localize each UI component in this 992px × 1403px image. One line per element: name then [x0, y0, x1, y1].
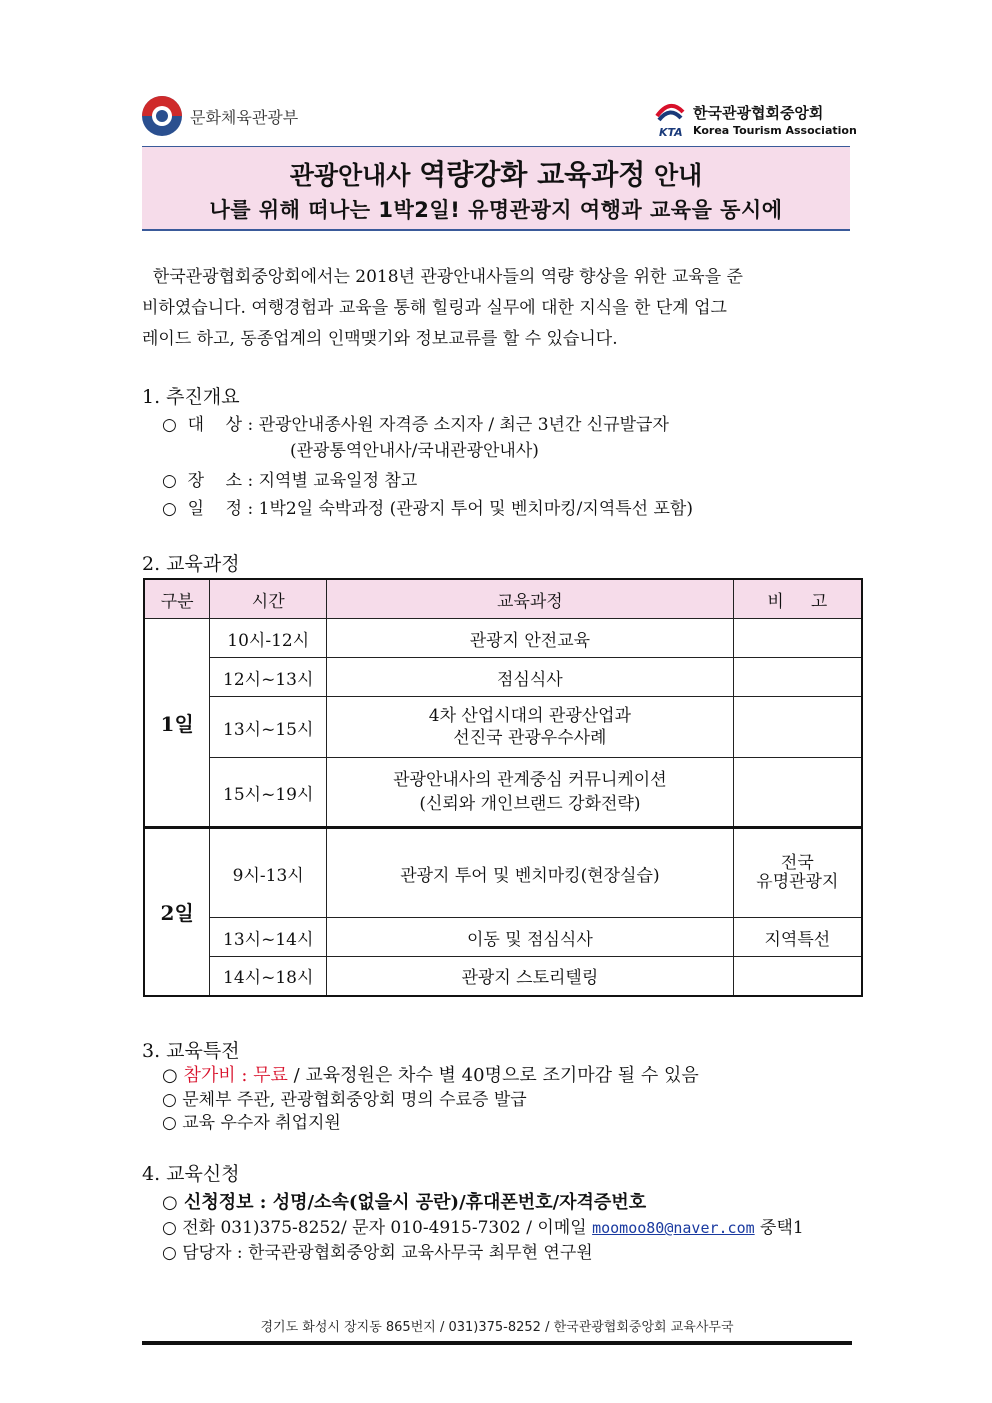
course-line: 선진국 관광우수사례 [453, 728, 607, 748]
course-cell: 이동 및 점심식사 [327, 918, 734, 957]
fee-free-label: 참가비 : 무료 [183, 1065, 288, 1086]
table-row [144, 918, 862, 957]
intro-line: 비하였습니다. 여행경험과 교육을 통해 힐링과 실무에 대한 지식을 한 단계 업그 [142, 298, 727, 318]
section1-item-schedule: ○ 일 정 : 1박2일 숙박과정 (관광지 투어 및 벤치마킹/지역특선 포함) [162, 499, 693, 519]
day2-label: 2일 [144, 828, 210, 996]
kta-name-en: Korea Tourism Association [693, 124, 857, 137]
time-cell: 13시~15시 [210, 697, 327, 758]
col-header-note: 비 고 [733, 579, 862, 619]
section4-heading: 4. 교육신청 [142, 1163, 240, 1185]
course-cell [327, 697, 734, 758]
ministry-name: 문화체육관광부 [190, 107, 299, 127]
table-row [144, 658, 862, 697]
course-cell: 관광지 투어 및 벤치마킹(현장실습) [327, 828, 734, 918]
col-header-time: 시간 [210, 579, 327, 619]
note-cell [733, 828, 862, 918]
footer-address: 경기도 화성시 장지동 865번지 / 031)375-8252 / 한국관광협회중앙회 교육사무국 [260, 1320, 734, 1335]
intro-line: 한국관광협회중앙회에서는 2018년 관광안내사들의 역량 향상을 위한 교육을 준 [142, 267, 743, 287]
title-part-a: 관광안내사 [289, 161, 420, 190]
section3-heading: 3. 교육특전 [142, 1040, 240, 1062]
course-line: (신뢰와 개인브랜드 강화전략) [419, 794, 641, 814]
email-link[interactable]: moomoo80@naver.com [592, 1219, 755, 1237]
section3-item-certificate: ○ 문체부 주관, 관광협회중앙회 명의 수료증 발급 [162, 1090, 527, 1110]
kta-emblem-icon [655, 102, 685, 124]
kta-logo [655, 100, 857, 144]
note-cell: 지역특선 [733, 918, 862, 957]
table-row [144, 697, 862, 758]
section2-heading: 2. 교육과정 [142, 553, 240, 575]
course-table [143, 578, 863, 997]
section1-item-target: ○ 대 상 : 관광안내종사원 자격증 소지자 / 최근 3년간 신규발급자 [162, 415, 669, 435]
note-cell [733, 697, 862, 758]
course-cell: 점심식사 [327, 658, 734, 697]
note-cell [733, 957, 862, 996]
time-cell: 9시-13시 [210, 828, 327, 918]
footer-rule [142, 1341, 852, 1345]
capacity-note: / 교육정원은 차수 별 40명으로 조기마감 될 수 있음 [287, 1065, 699, 1086]
col-header-division: 구분 [144, 579, 210, 619]
ministry-logo [142, 96, 298, 136]
course-line: 관광안내사의 관계중심 커뮤니케이션 [393, 770, 667, 790]
note-cell [733, 658, 862, 697]
course-cell: 관광지 스토리텔링 [327, 957, 734, 996]
time-cell: 14시~18시 [210, 957, 327, 996]
day1-label: 1일 [144, 619, 210, 828]
section1-item-place: ○ 장 소 : 지역별 교육일정 참고 [162, 471, 418, 491]
section1-heading: 1. 추진개요 [142, 386, 240, 408]
title-part-c: 안내 [645, 161, 703, 190]
contact-suffix: 중택1 [754, 1218, 804, 1238]
section4-item-info: ○ 신청정보 : 성명/소속(없을시 공란)/휴대폰번호/자격증번호 [162, 1192, 647, 1213]
title-part-b: 역량강화 교육과정 [419, 158, 646, 191]
time-cell: 12시~13시 [210, 658, 327, 697]
col-header-course: 교육과정 [327, 579, 734, 619]
section4-item-manager: ○ 담당자 : 한국관광협회중앙회 교육사무국 최무현 연구원 [162, 1243, 593, 1263]
title-box [142, 146, 850, 231]
note-cell [733, 758, 862, 828]
note-cell [733, 619, 862, 658]
section4-item-contact [162, 1213, 804, 1238]
contact-text: ○ 전화 031)375-8252/ 문자 010-4915-7302 / 이메일 [162, 1218, 593, 1238]
kta-abbr: KTA [659, 126, 683, 139]
course-line: 4차 산업시대의 관광산업과 [428, 706, 632, 726]
section1-item-target-detail: (관광통역안내사/국내관광안내사) [290, 441, 539, 461]
table-row [144, 828, 862, 918]
table-header-row [144, 579, 862, 619]
time-cell: 15시~19시 [210, 758, 327, 828]
table-row [144, 758, 862, 828]
bullet: ○ [162, 1065, 184, 1086]
section3-item-fee [162, 1061, 699, 1087]
kta-name-ko: 한국관광협회중앙회 [693, 104, 824, 122]
intro-paragraph [142, 262, 852, 355]
table-row [144, 619, 862, 658]
section3-item-employment: ○ 교육 우수자 취업지원 [162, 1113, 341, 1133]
note-line: 전국 [780, 853, 814, 873]
taegeuk-icon [142, 96, 182, 136]
course-cell [327, 758, 734, 828]
page-subtitle: 나를 위해 떠나는 1박2일! 유명관광지 여행과 교육을 동시에 [209, 198, 783, 222]
intro-line: 레이드 하고, 동종업계의 인맥맺기와 정보교류를 할 수 있습니다. [142, 329, 618, 349]
course-cell: 관광지 안전교육 [327, 619, 734, 658]
time-cell: 10시-12시 [210, 619, 327, 658]
time-cell: 13시~14시 [210, 918, 327, 957]
note-line: 유명관광지 [756, 872, 839, 892]
page-title [142, 153, 850, 193]
table-row [144, 957, 862, 996]
